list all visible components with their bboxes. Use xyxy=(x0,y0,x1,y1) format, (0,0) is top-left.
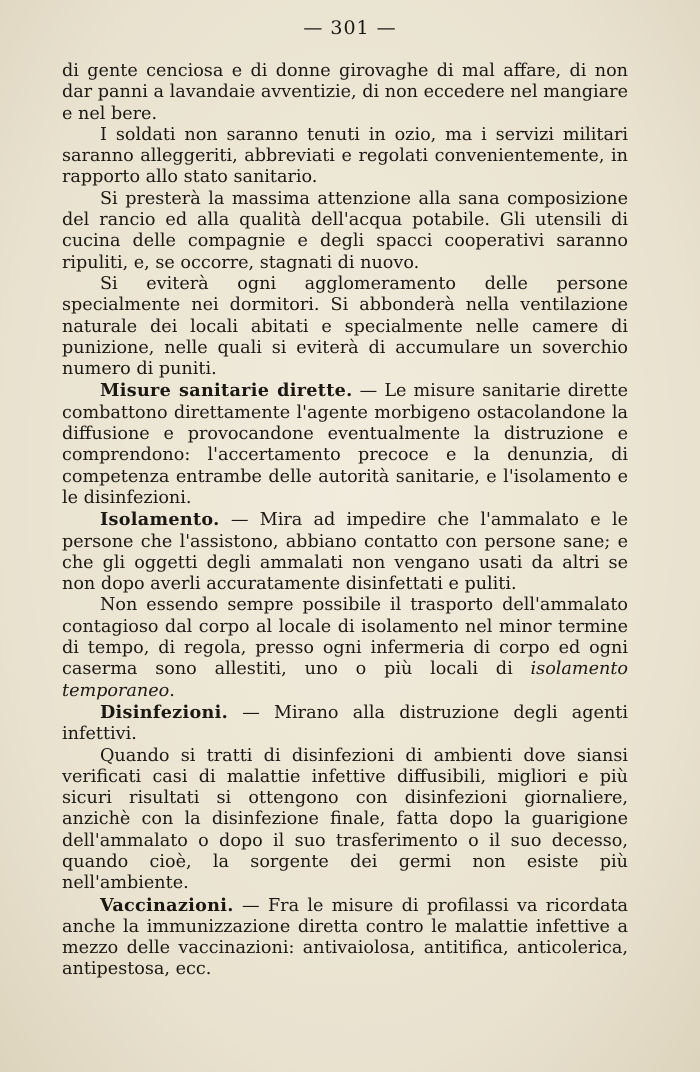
text-column xyxy=(62,61,628,981)
paragraph-text: — Le misure sanitarie dirette combattono direttamente l'agente morbigeno ostacolandone la diffusione e provocandone eventualmente la distruzione e comprendono: l'accertamento precoce e la denunzia, di competenza entrambe delle autorità sanitarie, e l'isolamento e le disinfezioni. xyxy=(62,381,628,508)
paragraph-text: — Fra le misure di profilassi va ricordata anche la immunizzazione diretta contro le malattie infettive a mezzo delle vaccinazioni: antivaiolosa, antitifica, anticolerica, antipestosa, ecc. xyxy=(62,895,628,980)
section-heading: Isolamento. xyxy=(100,509,220,531)
paragraph-text-end: . xyxy=(169,680,175,701)
paragraph xyxy=(62,380,628,509)
paragraph-text: — Mira ad impedire che l'ammalato e le persone che l'assistono, abbiano contatto con persone sane; e che gli oggetti degli ammalati non vengano usati da altri se non dopo averli accuratamente disinfettati e puliti. xyxy=(62,510,628,595)
section-heading: Disinfezioni. xyxy=(100,701,228,723)
paragraph-text: Si eviterà ogni agglomeramento delle persone specialmente nei dormitori. Si abbonderà nella ventilazione naturale dei locali abitati e specialmente nelle camere di punizione, nelle quali si eviterà di accumulare un soverchio numero di puniti. xyxy=(62,273,628,380)
paragraph-text: — Mirano alla distruzione degli agenti infettivi. xyxy=(62,702,628,745)
paragraph xyxy=(62,509,628,595)
paragraph-text: Quando si tratti di disinfezioni di ambienti dove siansi verificati casi di malattie infettive diffusibili, migliori e più sicuri risultati si ottengono con disinfezioni giornaliere, anzichè con la disinfezione finale, fatta dopo la guarigione dell'ammalato o dopo il suo trasferimento o il suo decesso, quando cioè, la sorgente dei germi non esiste più nell'ambiente. xyxy=(62,745,628,894)
paragraph xyxy=(62,895,628,981)
paragraph xyxy=(62,61,628,125)
paragraph xyxy=(62,595,628,701)
emphasized-term: isolamento temporaneo xyxy=(62,659,628,701)
paragraph-text: di gente cenciosa e di donne girovaghe di mal affare, di non dar panni a lavandaie avventizie, di non eccedere nel mangiare e nel bere. xyxy=(62,61,628,124)
paragraph-text: Non essendo sempre possibile il trasporto dell'ammalato contagioso dal corpo al locale di isolamento nel minor termine di tempo, di regola, presso ogni infermeria di corpo ed ogni caserma sono allestiti, uno o più locali di xyxy=(62,595,628,680)
paragraph xyxy=(62,125,628,189)
section-heading: Misure sanitarie dirette. xyxy=(100,380,353,402)
section-heading: Vaccinazioni. xyxy=(100,894,234,916)
page-number: — 301 — xyxy=(303,17,397,39)
paragraph-text: Si presterà la massima attenzione alla sana composizione del rancio ed alla qualità dell'acqua potabile. Gli utensili di cucina delle compagnie e degli spacci cooperativi saranno ripuliti, e, se occorre, stagnati di nuovo. xyxy=(62,188,628,273)
paragraph xyxy=(62,702,628,746)
paragraph xyxy=(62,746,628,895)
paragraph xyxy=(62,274,628,380)
paragraph-text: I soldati non saranno tenuti in ozio, ma i servizi militari saranno alleggeriti, abbreviati e regolati convenientemente, in rapporto allo stato sanitario. xyxy=(62,124,628,188)
paragraph xyxy=(62,189,628,274)
